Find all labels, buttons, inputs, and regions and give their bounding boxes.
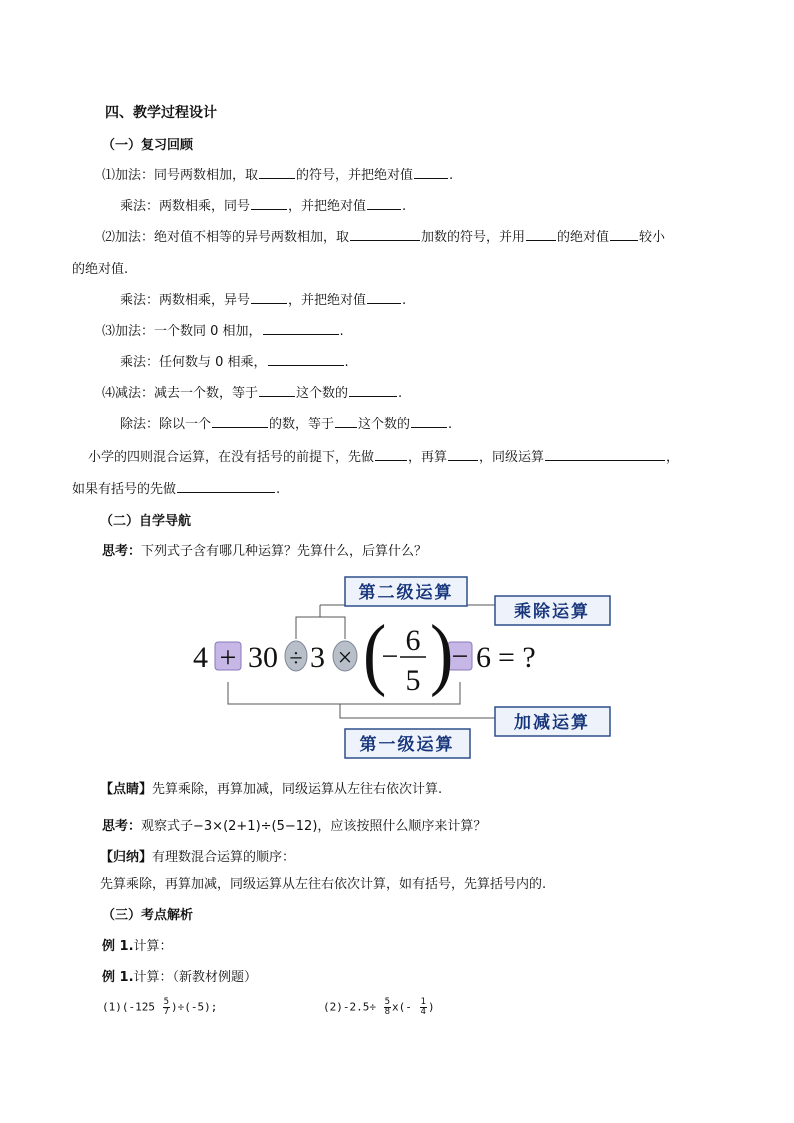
paren-left: ( (363, 609, 387, 699)
text: 有理数混合运算的顺序： (152, 850, 296, 865)
text: ，并把绝对值 (288, 293, 367, 308)
text: . (339, 324, 344, 339)
text: 如果有括号的先做 (72, 482, 177, 497)
review-line-1 (102, 164, 453, 183)
text: ⑵加法：绝对值不相等的异号两数相加，取 (102, 230, 350, 245)
denominator: 4 (420, 1007, 426, 1017)
text: 的符号，并把绝对值 (296, 168, 414, 183)
label: 【归纳】 (100, 850, 153, 865)
text: 这个数的 (296, 386, 349, 401)
label: 例 1. (102, 939, 134, 954)
op-plus: + (219, 641, 237, 674)
numerator: 1 (420, 997, 426, 1007)
blank (448, 448, 478, 461)
denominator: 7 (163, 1007, 170, 1017)
review-line-10 (88, 446, 679, 465)
review-line-4: 的绝对值. (72, 262, 129, 277)
text: 的数，等于 (269, 417, 335, 432)
connector-line (228, 682, 460, 704)
blank (414, 166, 448, 179)
blank (259, 384, 295, 397)
paren-right: ) (430, 609, 454, 699)
expr-4: 4 (193, 641, 208, 674)
blank (610, 228, 638, 241)
label: 【点睛】 (100, 782, 153, 797)
text: (2)-2.5÷ (323, 1000, 376, 1014)
numerator: 5 (384, 997, 391, 1007)
blank (251, 291, 287, 304)
example1b-line (102, 966, 257, 985)
text: 先算乘除，再算加减，同级运算从左往右依次计算. (152, 782, 443, 797)
text: ，同级运算 (479, 450, 545, 465)
expr-30: 30 (248, 641, 278, 674)
review-line-7 (120, 351, 349, 370)
text: ，再算 (408, 450, 448, 465)
text: 下列式子含有哪几种运算？先算什么，后算什么？ (141, 544, 428, 559)
text: . (449, 168, 454, 183)
blank (263, 322, 339, 335)
blank (177, 480, 275, 493)
part1-heading: （一）复习回顾 (102, 138, 194, 153)
text: 观察式子−3×(2+1)÷(5−12)，应该按照什么顺序来计算？ (141, 819, 487, 834)
label: 例 1. (102, 970, 134, 985)
addsub-label: 加减运算 (514, 713, 590, 733)
summary-line (100, 846, 295, 865)
blank (335, 415, 357, 428)
text: . (448, 417, 453, 432)
tip-line (100, 778, 442, 797)
text: 小学的四则混合运算，在没有括号的前提下，先做 (88, 450, 375, 465)
connector-line (296, 605, 320, 639)
text: ⑶加法：一个数同 0 相加， (102, 324, 262, 339)
review-line-2 (120, 195, 406, 214)
text: )÷(-5); (171, 1000, 218, 1014)
text: 这个数的 (358, 417, 411, 432)
blank (212, 415, 268, 428)
review-line-3 (102, 226, 665, 245)
text: 计算： (133, 939, 173, 954)
level1-label: 第一级运算 (359, 735, 455, 755)
connector-line (340, 704, 495, 718)
think2-line (102, 815, 486, 834)
text: . (344, 355, 349, 370)
text: 加数的符号，并用 (421, 230, 526, 245)
text: (1)(-125 (102, 1000, 155, 1014)
expr-eq: = ? (498, 641, 536, 674)
operation-order-diagram (185, 572, 625, 762)
level2-label: 第二级运算 (358, 583, 454, 603)
blank (259, 166, 295, 179)
blank (526, 228, 556, 241)
denominator: 8 (384, 1007, 391, 1017)
section-title: 四、教学过程设计 (105, 105, 217, 121)
numerator: 5 (163, 997, 170, 1007)
connector-line (320, 617, 345, 639)
frac-num: 6 (405, 624, 421, 657)
blank (545, 448, 665, 461)
example1-line (102, 935, 173, 954)
text: ， (666, 450, 680, 465)
text: x(- (392, 1000, 412, 1014)
review-line-9 (120, 413, 452, 432)
text: 乘法：两数相乘，同号 (120, 199, 251, 214)
diagram-svg (185, 572, 625, 762)
expr-6: 6 (476, 641, 491, 674)
text: ，并把绝对值 (288, 199, 367, 214)
expr-3: 3 (310, 641, 325, 674)
text: . (402, 199, 407, 214)
text: . (276, 482, 281, 497)
blank (350, 228, 420, 241)
review-line-8 (102, 382, 402, 401)
part3-heading: （三）考点解析 (102, 908, 194, 923)
text: 计算：（新教材例题） (133, 970, 258, 985)
text: ⑴加法：同号两数相加，取 (102, 168, 259, 183)
think-question (102, 540, 427, 559)
part2-heading: （二）自学导航 (100, 514, 192, 529)
paren-minus: − (381, 640, 399, 673)
text: ⑷减法：减去一个数，等于 (102, 386, 259, 401)
fraction (384, 998, 391, 1017)
blank (367, 197, 401, 210)
op-times: × (337, 643, 353, 672)
text: 较小 (639, 230, 666, 245)
blank (411, 415, 447, 428)
text: 乘法：任何数与 0 相乘， (120, 355, 267, 370)
text: 除法：除以一个 (120, 417, 212, 432)
blank (268, 353, 344, 366)
muldiv-label: 乘除运算 (514, 602, 590, 622)
problem-1 (102, 998, 217, 1017)
review-line-11 (72, 478, 280, 497)
blank (349, 384, 397, 397)
fraction (163, 998, 170, 1017)
blank (367, 291, 401, 304)
text: 乘法：两数相乘，异号 (120, 293, 251, 308)
label: 思考： (102, 544, 142, 559)
op-minus: − (451, 640, 469, 673)
frac-den: 5 (405, 664, 421, 697)
blank (251, 197, 287, 210)
text: . (398, 386, 403, 401)
text: . (402, 293, 407, 308)
text: ) (427, 1000, 435, 1014)
review-line-5 (120, 289, 406, 308)
label: 思考： (102, 819, 142, 834)
blank (375, 448, 407, 461)
summary-body: 先算乘除，再算加减，同级运算从左往右依次计算，如有括号，先算括号内的. (100, 877, 547, 892)
text: 的绝对值 (557, 230, 610, 245)
op-div: ÷ (289, 646, 303, 672)
review-line-6 (102, 320, 344, 339)
fraction (420, 998, 427, 1017)
problem-2 (323, 998, 435, 1017)
